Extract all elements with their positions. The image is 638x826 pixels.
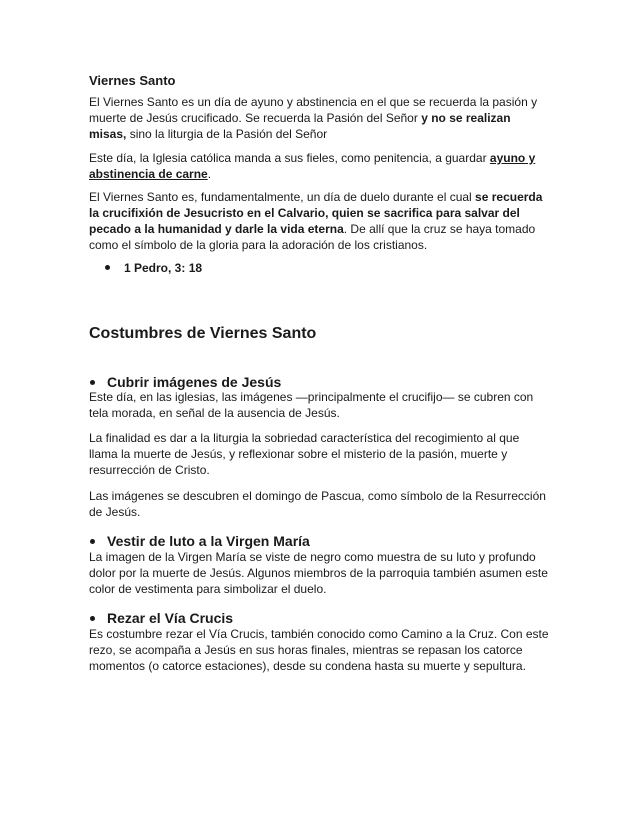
bullet-icon <box>105 265 110 270</box>
section-paragraph: La finalidad es dar a la liturgia la sobriedad característica del recogimiento al que llama la muerte de Jesús, y reflexionar sobre el misterio de la pasión, muerte y resurrección de Cristo. <box>89 431 520 477</box>
page-title: Viernes Santo <box>89 73 176 88</box>
section-heading-via-crucis <box>89 610 233 626</box>
intro-text: El Viernes Santo es un día de ayuno y abstinencia en el que se recuerda la pasión y muerte de Jesús crucificado. Se recuerda la Pasión del Señor <box>89 95 538 125</box>
penance-paragraph <box>89 150 551 182</box>
bullet-icon <box>90 380 95 385</box>
bible-reference: 1 Pedro, 3: 18 <box>124 261 203 275</box>
intro-paragraph <box>89 94 551 142</box>
bullet-icon <box>90 539 95 544</box>
section-paragraph: Este día, en las iglesias, las imágenes —principalmente el crucifijo— se cubren con tela morada, en señal de la ausencia de Jesús. <box>89 390 534 420</box>
section-heading-label: Rezar el Vía Crucis <box>107 610 234 626</box>
intro-text-end: sino la liturgia de la Pasión del Señor <box>126 127 328 141</box>
section-heading-cover-images <box>89 374 281 390</box>
customs-heading: Costumbres de Viernes Santo <box>89 325 317 342</box>
section-heading-label: Cubrir imágenes de Jesús <box>107 374 282 390</box>
bible-reference-item <box>105 261 202 275</box>
section-heading-label: Vestir de luto a la Virgen María <box>107 533 310 549</box>
bullet-icon <box>90 616 95 621</box>
fasting-link[interactable]: ayuno y abstinencia de carne <box>89 151 536 181</box>
section-paragraph: Las imágenes se descubren el domingo de Pascua, como símbolo de la Resurrección de Jesús. <box>89 489 546 519</box>
penance-text: Este día, la Iglesia católica manda a sus fieles, como penitencia, a guardar <box>89 151 490 165</box>
intro-bold-text: y no se realizan misas, <box>89 111 511 141</box>
penance-text-end: . <box>207 167 212 181</box>
mourning-text: El Viernes Santo es, fundamentalmente, un día de duelo durante el cual <box>89 190 476 204</box>
section-heading-mourning-virgin <box>89 533 310 549</box>
mourning-bold-text: se recuerda la crucifixión de Jesucristo en el Calvario, quien se sacrifica para salvar del pecado a la humanidad y darle la vida eterna <box>89 190 543 236</box>
mourning-paragraph <box>89 189 551 253</box>
section-paragraph: Es costumbre rezar el Vía Crucis, también conocido como Camino a la Cruz. Con este rezo, se acompaña a Jesús en sus horas finales, mientras se repasan los catorce momentos (o catorce estaciones), desde su condena hasta su muerte y sepultura. <box>89 627 549 673</box>
section-paragraph: La imagen de la Virgen María se viste de negro como muestra de su luto y profundo dolor por la muerte de Jesús. Algunos miembros de la parroquia también asumen este color de vestimenta para simbolizar el duelo. <box>89 550 548 596</box>
mourning-text-end: . De allí que la cruz se haya tomado como el símbolo de la gloria para la adoración de los cristianos. <box>89 222 536 252</box>
